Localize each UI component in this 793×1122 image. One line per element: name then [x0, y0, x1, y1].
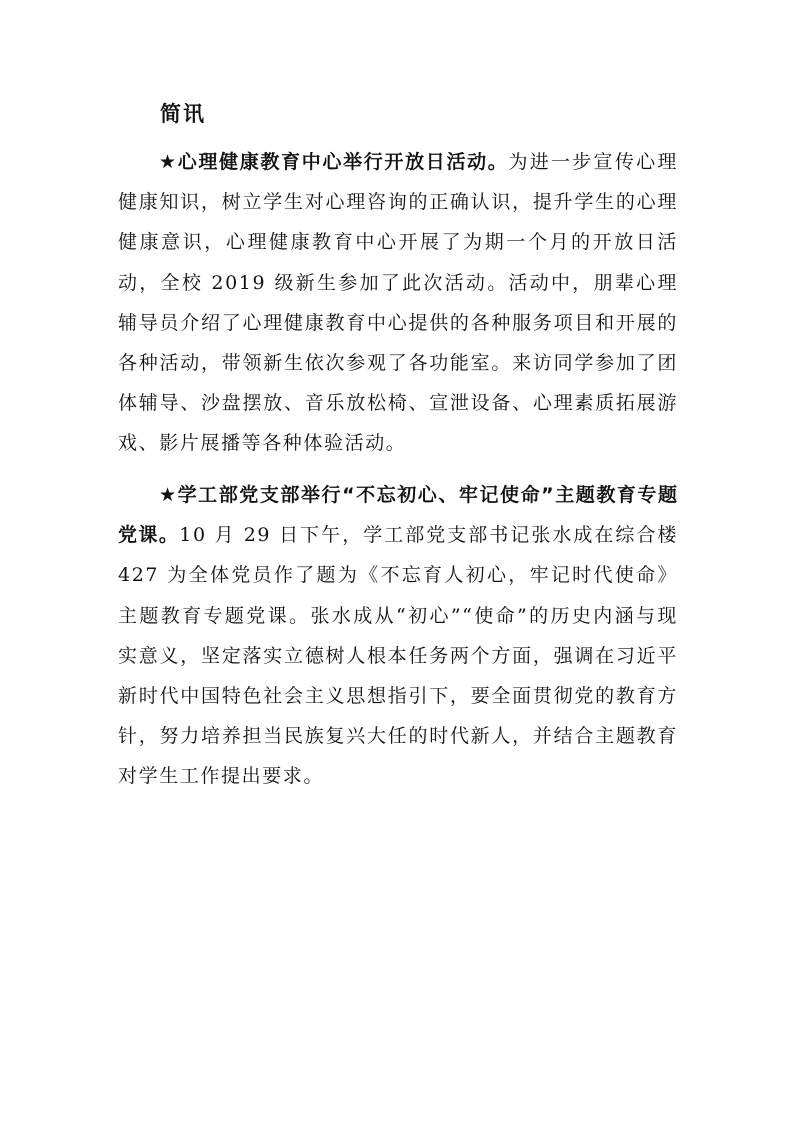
news-headline: ★心理健康教育中心举行开放日活动。 [159, 151, 509, 173]
news-item-party-lecture [118, 475, 678, 797]
news-headline: ★学工部党支部举行“不忘初心、牢记使命”主题教育专题党课。 [118, 484, 678, 547]
news-item-open-day [118, 142, 678, 464]
page-title: 简讯 [160, 102, 206, 126]
news-body: 为进一步宣传心理健康知识，树立学生对心理咨询的正确认识，提升学生的心理健康意识，心理健康教育中心开展了为期一个月的开放日活动，全校 2019 级新生参加了此次活动。活动中，朋辈心理辅导员介绍了心理健康教育中心提供的各种服务项目和开展的各种活动，带领新生依次参观了各功能室。来访同学参加了团体辅导、沙盘摆放、音乐放松椅、宣泄设备、心理素质拓展游戏、影片展播等各种体验活动。 [118, 151, 678, 455]
news-body: 10 月 29 日下午，学工部党支部书记张水成在综合楼 427 为全体党员作了题为《不忘育人初心，牢记时代使命》主题教育专题党课。张水成从“初心”“使命”的历史内涵与现实意义，坚定落实立德树人根本任务两个方面，强调在习近平新时代中国特色社会主义思想指引下，要全面贯彻党的教育方针，努力培养担当民族复兴大任的时代新人，并结合主题教育对学生工作提出要求。 [118, 524, 678, 788]
